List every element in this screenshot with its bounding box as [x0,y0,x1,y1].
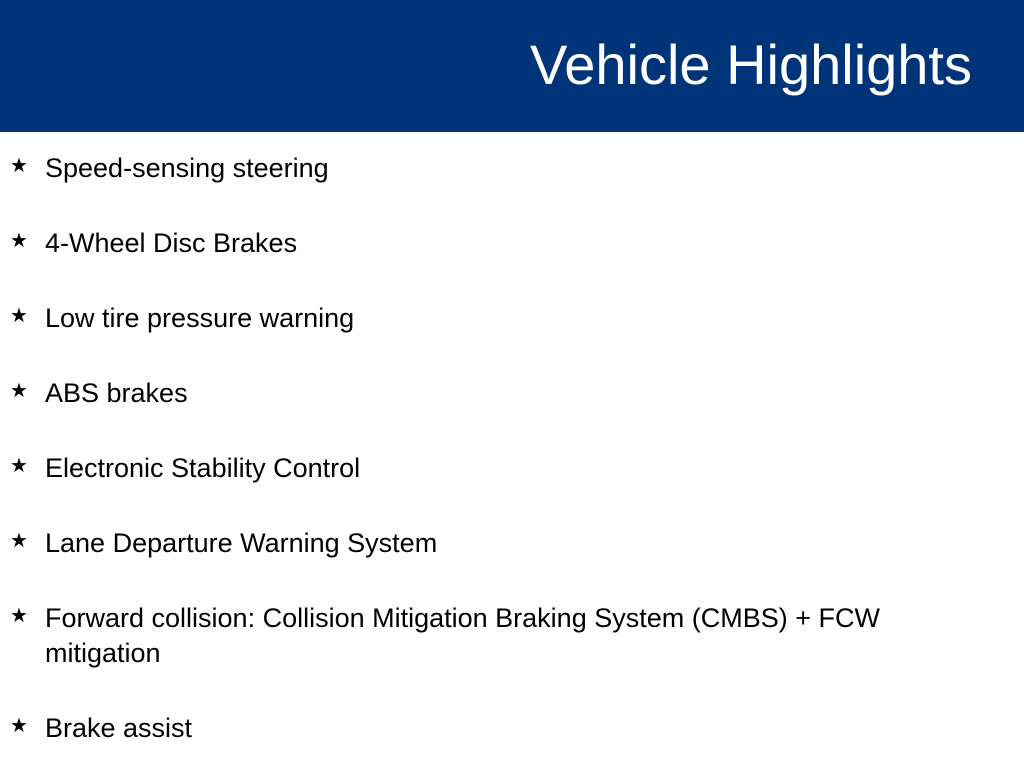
list-item [0,526,1000,561]
list-item [0,601,1000,671]
list-item [0,451,1000,486]
vehicle-highlights-list [0,151,1000,746]
list-item-text: Brake assist [45,713,193,743]
list-item [0,226,1000,261]
list-item [0,376,1000,411]
star-icon: ★ [10,530,28,552]
star-icon: ★ [10,155,28,177]
list-item-text: ABS brakes [45,378,188,408]
star-icon: ★ [10,305,28,327]
list-item [0,301,1000,336]
star-icon: ★ [10,715,28,737]
star-icon: ★ [10,455,28,477]
list-item-text: 4-Wheel Disc Brakes [45,228,298,258]
list-item [0,711,1000,746]
slide-title: Vehicle Highlights [529,33,972,96]
star-icon: ★ [10,605,28,627]
list-item [0,151,1000,186]
list-item-text: Electronic Stability Control [45,453,361,483]
list-item-text: Low tire pressure warning [45,303,355,333]
list-item-text: Speed-sensing steering [45,153,329,183]
star-icon: ★ [10,380,28,402]
title-banner [0,0,1024,132]
list-item-text: Forward collision: Collision Mitigation Braking System (CMBS) + FCW mitigation [45,603,880,668]
list-item-text: Lane Departure Warning System [45,528,438,558]
star-icon: ★ [10,230,28,252]
